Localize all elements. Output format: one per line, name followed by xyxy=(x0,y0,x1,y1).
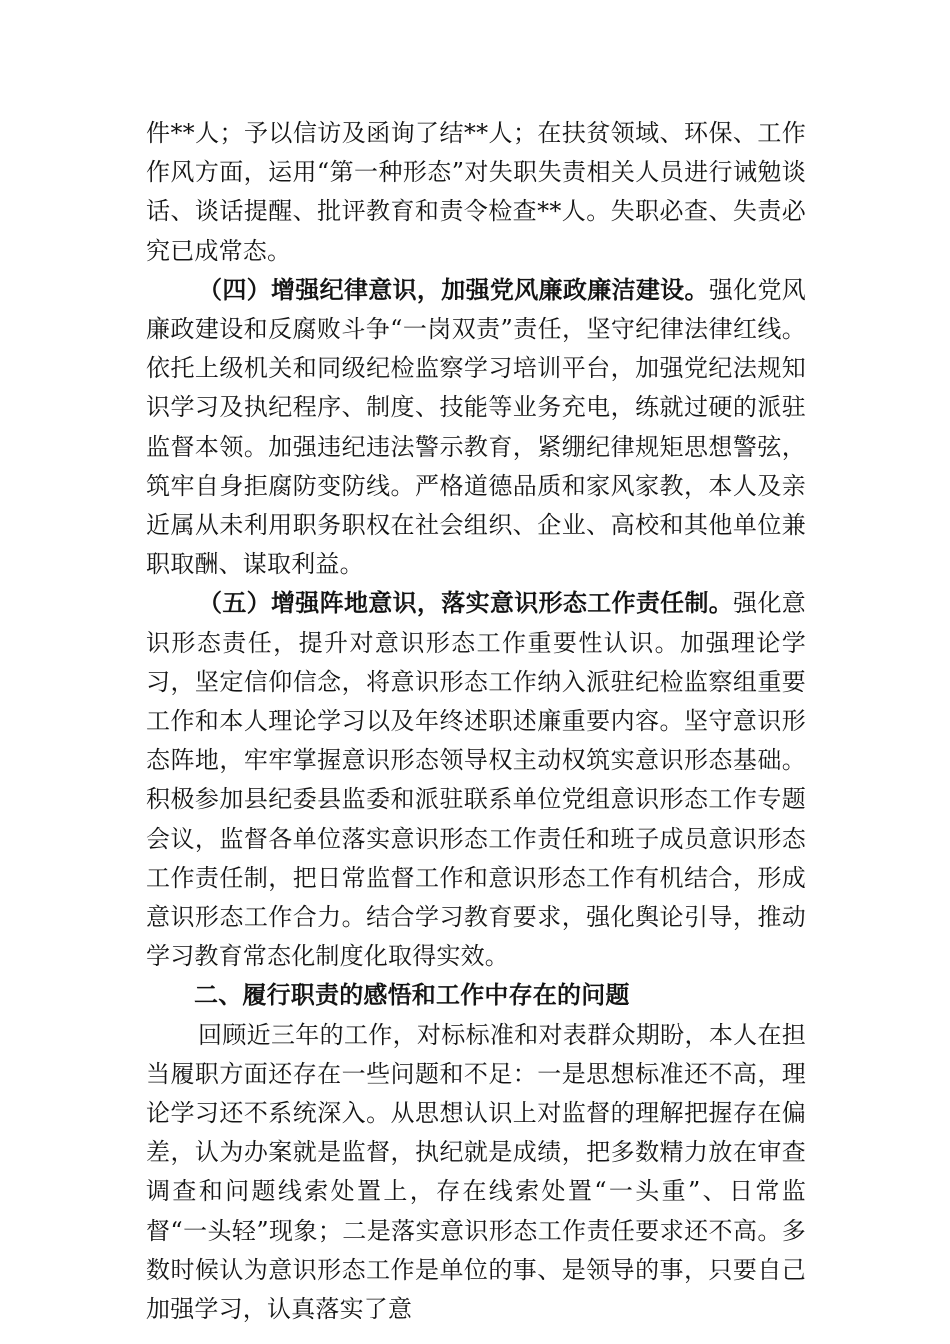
paragraph-review xyxy=(146,1016,806,1330)
paragraph-text: 强化党风廉政建设和反腐败斗争“一岗双责”责任，坚守纪律法律红线。依托上级机关和同级纪检监察学习培训平台，加强党纪法规知识学习及执纪程序、制度、技能等业务充电，练就过硬的派驻监督本领。加强违纪违法警示教育，紧绷纪律规矩思想警弦，筑牢自身拒腐防变防线。严格道德品质和家风家教，本人及亲近属从未利用职务职权在社会组织、企业、高校和其他单位兼职取酬、谋取利益。 xyxy=(146,275,806,579)
paragraph-text: 回顾近三年的工作，对标标准和对表群众期盼，本人在担当履职方面还存在一些问题和不足：一是思想标准还不高，理论学习还不系统深入。从思想认识上对监督的理解把握存在偏差，认为办案就是监督，执纪就是成绩，把多数精力放在审查调查和问题线索处置上，存在线索处置“一头重”、日常监督“一头轻”现象；二是落实意识形态工作责任要求还不高。多数时候认为意识形态工作是单位的事、是领导的事，只要自己加强学习，认真落实了意 xyxy=(146,1020,806,1324)
section-heading-2: 二、履行职责的感悟和工作中存在的问题 xyxy=(194,981,630,1010)
paragraph-discipline-awareness xyxy=(146,271,806,585)
paragraph-text: 件**人；予以信访及函询了结**人；在扶贫领域、环保、工作作风方面，运用“第一种形态”对失职失责相关人员进行诫勉谈话、谈话提醒、批评教育和责令检查**人。失职必查、失责必究已成常态。 xyxy=(146,119,806,265)
subsection-heading-5: （五）增强阵地意识，落实意识形态工作责任制。 xyxy=(198,589,734,618)
paragraph-text: 强化意识形态责任，提升对意识形态工作重要性认识。加强理论学习，坚定信仰信念，将意识形态工作纳入派驻纪检监察组重要工作和本人理论学习以及年终述职述廉重要内容。坚守意识形态阵地，牢牢掌握意识形态领导权主动权筑实意识形态基础。积极参加县纪委县监委和派驻联系单位党组意识形态工作专题会议，监督各单位落实意识形态工作责任和班子成员意识形态工作责任制，把日常监督工作和意识形态工作有机结合，形成意识形态工作合力。结合学习教育要求，强化舆论引导，推动学习教育常态化制度化取得实效。 xyxy=(146,589,806,971)
paragraph-ideology-responsibility xyxy=(146,584,806,976)
paragraph-continuation xyxy=(146,114,806,271)
document-body xyxy=(146,114,806,1329)
subsection-heading-4: （四）增强纪律意识，加强党风廉政廉洁建设。 xyxy=(198,275,709,304)
